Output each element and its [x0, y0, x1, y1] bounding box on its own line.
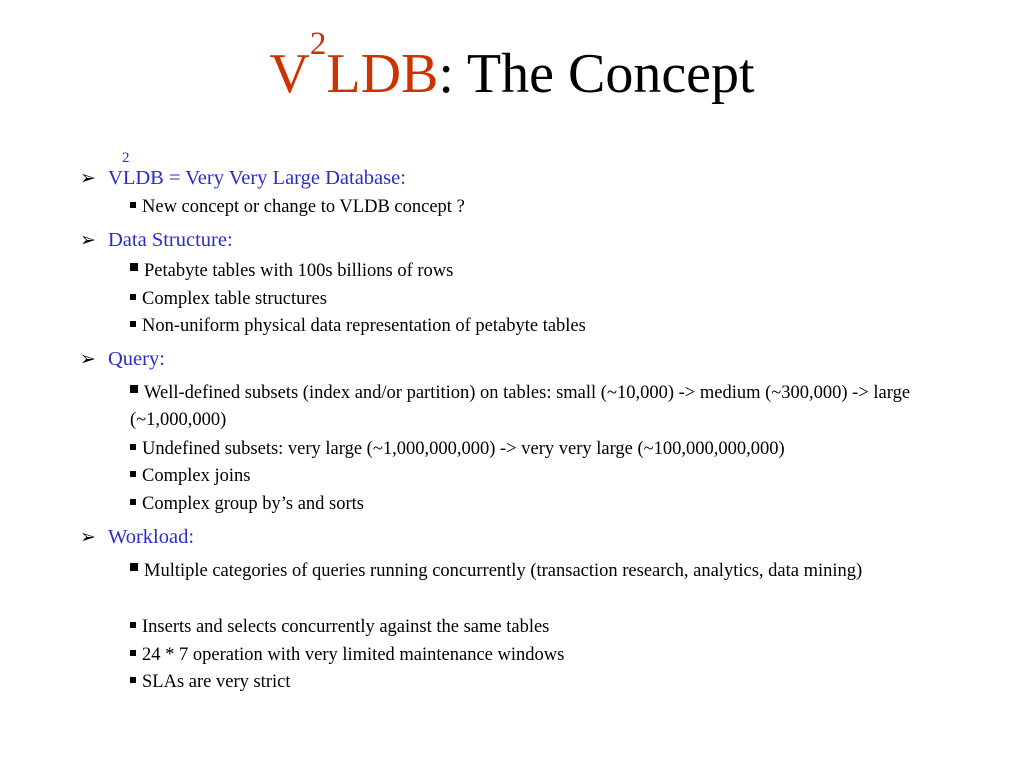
- list-item-text: SLAs are very strict: [142, 672, 291, 692]
- list-item: [130, 380, 980, 434]
- square-bullet-icon: [130, 499, 136, 505]
- list-item: [130, 436, 980, 463]
- square-bullet-icon: [130, 622, 136, 628]
- section-heading-vvldb: [80, 150, 406, 192]
- list-item: [130, 669, 980, 696]
- section-heading-workload: [80, 524, 194, 551]
- heading-v2: [108, 150, 130, 191]
- list-item: [130, 313, 980, 340]
- list-item-text: Non-uniform physical data representation of petabyte tables: [142, 316, 586, 336]
- list-item: [130, 463, 980, 490]
- list-item-text: Complex table structures: [142, 289, 327, 309]
- list-item: [130, 286, 980, 313]
- heading-text: Query:: [108, 348, 165, 370]
- list-item-text: Inserts and selects concurrently against the same tables: [142, 617, 550, 637]
- heading-text: Data Structure:: [108, 229, 233, 251]
- slide-title: [0, 26, 1024, 114]
- list-item-text: Complex group by’s and sorts: [142, 494, 364, 514]
- heading-superscript: 2: [122, 150, 130, 166]
- title-acronym-text: LDB: [326, 43, 439, 105]
- list-item-text: Petabyte tables with 100s billions of rows: [144, 261, 454, 281]
- list-item: [130, 614, 980, 641]
- title-superscript: 2: [309, 26, 327, 62]
- heading-prefix: V: [108, 167, 123, 189]
- list-item-text: Complex joins: [142, 466, 251, 486]
- heading-text: LDB = Very Very Large Database:: [122, 167, 406, 189]
- square-bullet-icon: [130, 385, 138, 393]
- list-item: [130, 558, 980, 585]
- list-item: [130, 642, 980, 669]
- arrow-bullet-icon: ➢: [80, 230, 96, 251]
- title-acronym: [269, 26, 439, 105]
- arrow-bullet-icon: ➢: [80, 168, 96, 189]
- square-bullet-icon: [130, 263, 138, 271]
- square-bullet-icon: [130, 294, 136, 300]
- section-heading-data-structure: [80, 227, 233, 254]
- square-bullet-icon: [130, 563, 138, 571]
- square-bullet-icon: [130, 321, 136, 327]
- heading-text: Workload:: [108, 526, 195, 548]
- square-bullet-icon: [130, 444, 136, 450]
- list-item: [130, 258, 980, 285]
- list-item-text: Undefined subsets: very large (~1,000,000,000) -> very very large (~100,000,000,000): [142, 439, 785, 459]
- square-bullet-icon: [130, 650, 136, 656]
- arrow-bullet-icon: ➢: [80, 527, 96, 548]
- arrow-bullet-icon: ➢: [80, 349, 96, 370]
- title-rest: : The Concept: [438, 43, 755, 105]
- list-item-text: 24 * 7 operation with very limited maintenance windows: [142, 645, 565, 665]
- list-item-text: New concept or change to VLDB concept ?: [142, 197, 465, 217]
- square-bullet-icon: [130, 202, 136, 208]
- list-item-text: Multiple categories of queries running concurrently (transaction research, analytics, data mining): [144, 561, 863, 581]
- title-prefix: V: [269, 43, 310, 105]
- list-item: [130, 491, 980, 518]
- square-bullet-icon: [130, 471, 136, 477]
- square-bullet-icon: [130, 677, 136, 683]
- section-heading-query: [80, 346, 165, 373]
- list-item-text: Well-defined subsets (index and/or partition) on tables: small (~10,000) -> medium (~300,000) -> large (~1,000,000): [130, 383, 911, 430]
- list-item: [130, 194, 980, 221]
